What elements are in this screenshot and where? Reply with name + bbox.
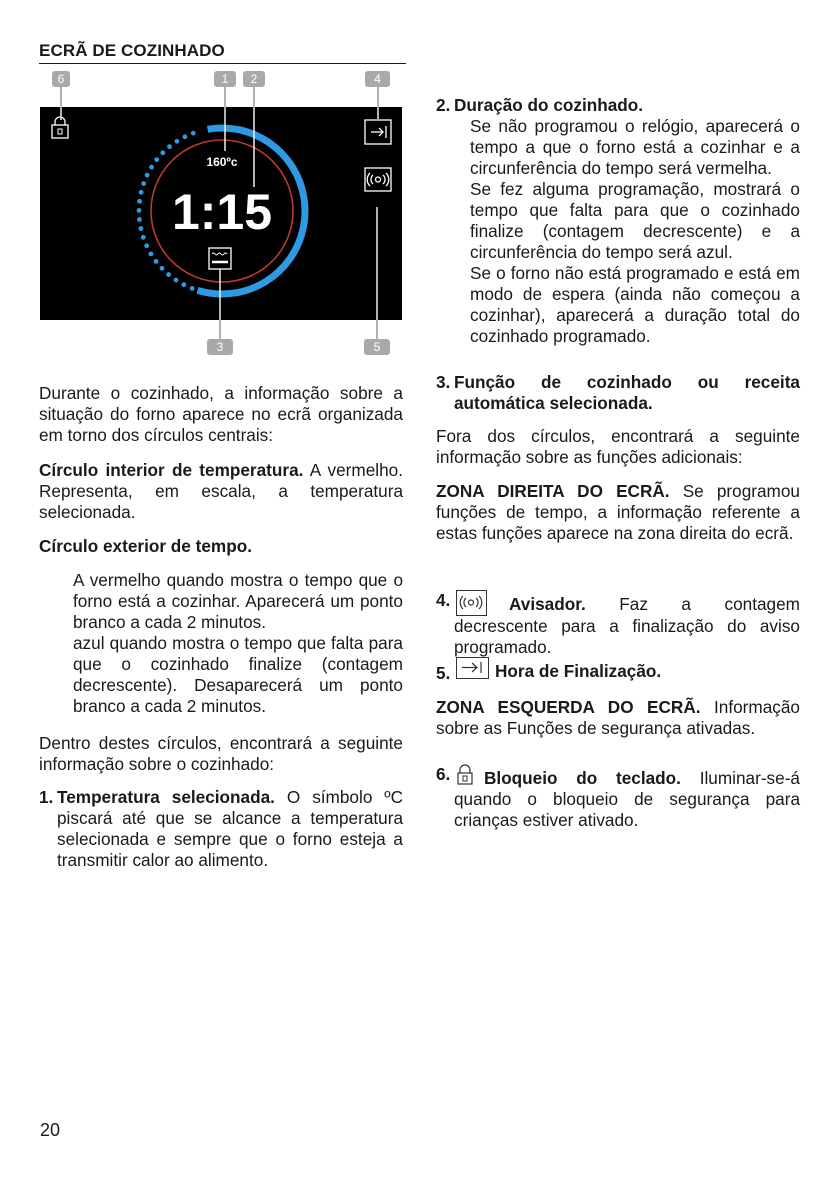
- time-dot: [139, 190, 144, 195]
- callout-badge-1: 1: [214, 71, 236, 87]
- oven-display: [40, 107, 402, 320]
- time-dot: [191, 131, 196, 136]
- item-4-title: Avisador.: [509, 594, 586, 614]
- time-dot: [149, 251, 154, 256]
- item-1-text: O símbolo ºC piscará até que se alcance a temperatura selecionada e sempre que o forno esteja a transmitir calor ao alimento.: [57, 787, 403, 870]
- right-zone-title: ZONA DIREITA DO ECRÃ.: [436, 481, 670, 501]
- outer-circle-details: [39, 570, 403, 717]
- item-2: [436, 95, 800, 347]
- item-2-text-2: Se fez alguma programação, mostrará o tempo que falta para que o cozinhado finalize (contagem decrescente) e a circunferência do tempo será azul.: [470, 179, 800, 262]
- time-dot: [181, 282, 186, 287]
- time-dot: [167, 144, 172, 149]
- time-dot: [160, 150, 165, 155]
- time-dot: [160, 266, 165, 271]
- time-dot: [154, 157, 159, 162]
- item-5-number: 5.: [436, 663, 451, 683]
- inner-circle-title: Círculo interior de temperatura.: [39, 460, 304, 480]
- lock-icon: [456, 764, 474, 784]
- time-dot: [137, 217, 142, 222]
- time-dot: [166, 272, 171, 277]
- time-dot: [154, 259, 159, 264]
- item-5: [436, 657, 800, 682]
- time-dot: [141, 181, 146, 186]
- alarm-icon: [365, 168, 391, 191]
- outer-circle-heading: Círculo exterior de tempo.: [39, 536, 252, 556]
- display-graphics: [40, 107, 402, 320]
- inside-intro-paragraph: Dentro destes círculos, encontrará a seguinte informação sobre o cozinhado:: [39, 733, 403, 774]
- callout-badge-6: 6: [52, 71, 70, 87]
- time-dot: [174, 278, 179, 283]
- left-zone-paragraph: [436, 697, 800, 739]
- callout-badge-3: 3: [207, 339, 233, 355]
- item-2-number: 2.: [436, 95, 451, 115]
- outer-red-text: A vermelho quando mostra o tempo que o forno está a cozinhar. Aparecerá um ponto branco a cada 2 minutos.: [73, 570, 403, 632]
- display-temperature: 160ºc: [206, 155, 238, 169]
- time-dot: [144, 243, 149, 248]
- right-zone-paragraph: [436, 481, 800, 544]
- time-dot: [190, 286, 195, 291]
- right-zone-text: Se programou funções de tempo, a informação referente a estas funções aparece na zona direita do ecrã.: [436, 481, 800, 543]
- callout-badge-5: 5: [364, 339, 390, 355]
- left-zone-text: Informação sobre as Funções de segurança ativadas.: [436, 697, 800, 738]
- item-1-number: 1.: [39, 787, 54, 807]
- item-3: [436, 372, 800, 414]
- time-dot: [138, 226, 143, 231]
- display-time: 1:15: [171, 184, 273, 240]
- time-dot: [145, 173, 150, 178]
- item-5-title: Hora de Finalização.: [495, 661, 662, 681]
- item-1: [39, 787, 403, 871]
- time-dot: [141, 235, 146, 240]
- alarm-icon: [456, 590, 487, 616]
- item-4-number: 4.: [436, 590, 451, 610]
- end-time-icon: [456, 657, 489, 679]
- lock-icon: [52, 117, 68, 138]
- left-zone-title: ZONA ESQUERDA DO ECRÃ.: [436, 697, 701, 717]
- time-dot: [175, 139, 180, 144]
- page-number: 20: [40, 1120, 61, 1140]
- callout-badge-2: 2: [243, 71, 265, 87]
- item-4-text: decrescente para a finalização do aviso programado.: [454, 616, 800, 657]
- end-time-icon: [365, 120, 391, 144]
- time-dot: [149, 165, 154, 170]
- inner-circle-text: A vermelho. Representa, em escala, a temperatura selecionada.: [39, 460, 403, 522]
- item-6-text: quando o bloqueio de segurança para crianças estiver ativado.: [454, 789, 800, 830]
- time-dot: [182, 134, 187, 139]
- oven-function-icon: [209, 248, 231, 269]
- time-dot: [137, 208, 142, 213]
- callout-badge-4: 4: [365, 71, 390, 87]
- item-4: 4. Avisador. Faz a contagem decrescente para a finalização do aviso programado.: [436, 590, 800, 657]
- intro-paragraph: Durante o cozinhado, a informação sobre a situação do forno aparece no ecrã organizada em torno dos círculos centrais:: [39, 383, 403, 445]
- outside-intro-paragraph: Fora dos círculos, encontrará a seguinte informação sobre as funções adicionais:: [436, 426, 800, 467]
- item-3-title: Função de cozinhado ou receita automática selecionada.: [454, 372, 800, 413]
- page-title: ECRÃ DE COZINHADO: [39, 41, 225, 60]
- item-6: 6. Bloqueio do teclado. Iluminar-se-á quando o bloqueio de segurança para crianças estiver ativado.: [436, 764, 800, 830]
- inner-circle-paragraph: [39, 460, 403, 523]
- item-1-title: Temperatura selecionada.: [57, 787, 275, 807]
- outer-blue-text: azul quando mostra o tempo que falta para que o cozinhado finalize (contagem decrescente). Desaparecerá um ponto branco a cada 2 minutos.: [73, 633, 403, 716]
- item-6-title: Bloqueio do teclado.: [484, 768, 681, 788]
- item-2-text-3: Se o forno não está programado e está em modo de espera (ainda não começou a cozinhar), aparecerá a duração total do cozinhado programado.: [470, 263, 800, 346]
- item-2-text-1: Se não programou o relógio, aparecerá o tempo a que o forno está a cozinhar e a circunferência do tempo será vermelha.: [470, 116, 800, 178]
- time-dot: [137, 199, 142, 204]
- item-6-number: 6.: [436, 764, 451, 784]
- item-3-number: 3.: [436, 372, 451, 392]
- item-2-title: Duração do cozinhado.: [454, 95, 644, 115]
